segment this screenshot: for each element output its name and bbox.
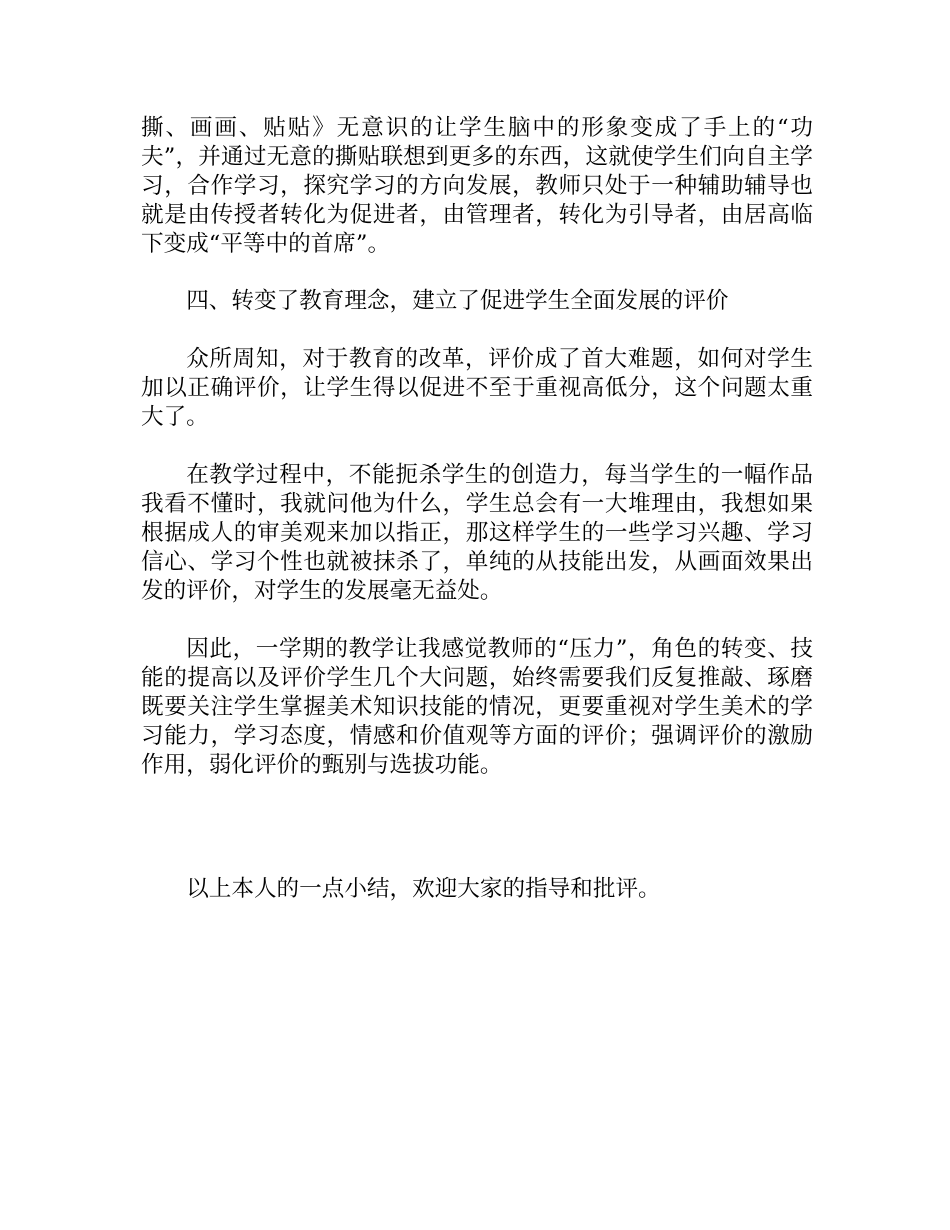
- paragraph-conclusion: 因此，一学期的教学让我感觉教师的“压力”，角色的转变、技能的提高以及评价学生几个大问题，始终需要我们反复推敲、琢磨既要关注学生掌握美术知识技能的情况，更要重视对学生美术的学习能力，学习态度，情感和价值观等方面的评价；强调评价的激励作用，弱化评价的甄别与选拔功能。: [141, 636, 813, 778]
- paragraph-teaching-process: 在教学过程中，不能扼杀学生的创造力，每当学生的一幅作品我看不懂时，我就问他为什么，学生总会有一大堆理由，我想如果根据成人的审美观来加以指正，那这样学生的一些学习兴趣、学习信心、学习个性也就被抹杀了，单纯的从技能出发，从画面效果出发的评价，对学生的发展毫无益处。: [141, 462, 813, 604]
- document-body: [141, 114, 813, 904]
- section-heading-four: 四、转变了教育理念，建立了促进学生全面发展的评价: [186, 288, 729, 314]
- paragraph-closing-remark: 以上本人的一点小结，欢迎大家的指导和批评。: [186, 876, 661, 902]
- paragraph-evaluation-challenge: 众所周知，对于教育的改革，评价成了首大难题，如何对学生加以正确评价，让学生得以促进不至于重视高低分，这个问题太重大了。: [141, 346, 813, 430]
- paragraph-continuation: 撕、画画、贴贴》无意识的让学生脑中的形象变成了手上的“功夫”，并通过无意的撕贴联想到更多的东西，这就使学生们向自主学习，合作学习，探究学习的方向发展，教师只处于一种辅助辅导也就是由传授者转化为促进者，由管理者，转化为引导者，由居高临下变成“平等中的首席”。: [141, 115, 813, 257]
